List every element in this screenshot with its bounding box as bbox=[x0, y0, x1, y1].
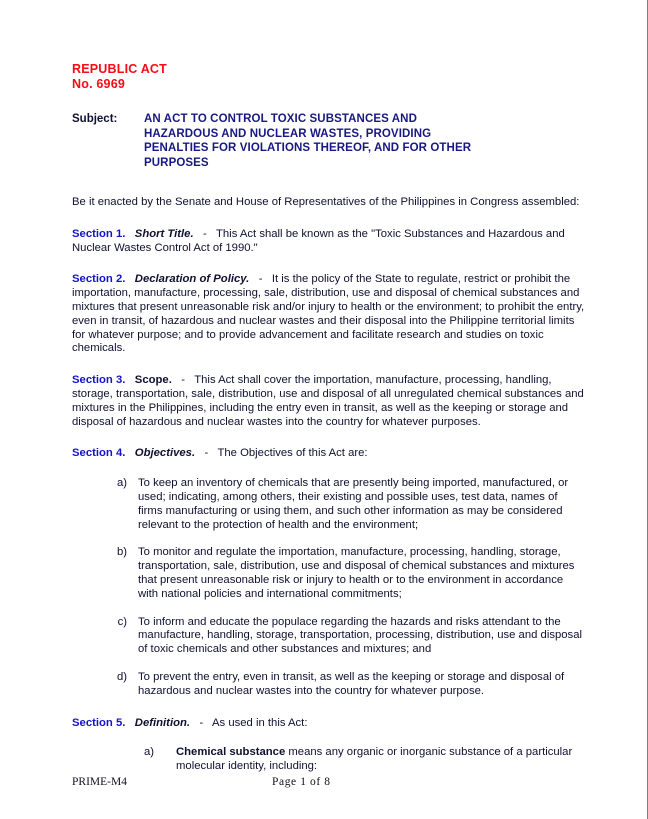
section-5-dash: - bbox=[199, 716, 204, 729]
section-4-title: Objectives. bbox=[134, 447, 196, 460]
section-2-body: It is the policy of the State to regulate, restrict or prohibit the importation, manufacture, processing, sale, distribution, use and disposal of chemical substances and mixtures that present unreasonable risk and/or injury to health or the environment; to prohibit the entry, even in transit, of hazardous and nuclear wastes and their disposal into the Philippine territorial limits for whatever purpose; and to provide advancement and facilitate research and studies on toxic chemicals. bbox=[72, 273, 585, 355]
subject-line-3: PENALTIES FOR VIOLATIONS THEREOF, AND FOR OTHER bbox=[144, 142, 472, 154]
subject-line-4: PURPOSES bbox=[144, 156, 209, 169]
subject-label: Subject: bbox=[72, 113, 118, 125]
footer-document-code: PRIME-M4 bbox=[72, 776, 127, 788]
section-2-title: Declaration of Policy. bbox=[134, 273, 250, 286]
section-2 bbox=[72, 273, 587, 356]
subject-line-2: HAZARDOUS AND NUCLEAR WASTES, PROVIDING bbox=[144, 127, 432, 140]
definition-body: means any organic or inorganic substance of a particular molecular identity, including: bbox=[176, 746, 573, 773]
section-1-dash: - bbox=[203, 227, 207, 240]
list-text-d: To prevent the entry, even in transit, as well as the keeping or storage and disposal of hazardous and nuclear wastes into the country for whatever purpose. bbox=[138, 670, 565, 697]
definition-term: Chemical substance bbox=[176, 746, 286, 759]
section-4-body: The Objectives of this Act are: bbox=[217, 447, 368, 460]
subject-line-1: AN ACT TO CONTROL TOXIC SUBSTANCES AND bbox=[144, 113, 417, 125]
list-text-b: To monitor and regulate the importation, manufacture, processing, handling, storage, transportation, sale, distribution, use and disposal of chemical substances and mixtures that present unreasonable risk or injury to health or to the environment in accordance with national policies and international commitments; bbox=[138, 546, 575, 600]
list-item bbox=[109, 546, 587, 601]
list-marker-d: d) bbox=[116, 670, 127, 683]
definition-text-a bbox=[176, 746, 587, 774]
definition-marker-a: a) bbox=[143, 746, 154, 759]
definition-list bbox=[72, 746, 587, 774]
section-5-body: As used in this Act: bbox=[212, 716, 308, 729]
subject-block bbox=[72, 112, 587, 170]
act-header bbox=[72, 62, 587, 92]
footer-page-number: Page 1 of 8 bbox=[272, 776, 331, 788]
list-item bbox=[138, 746, 587, 774]
list-item bbox=[109, 616, 587, 657]
list-marker-a: a) bbox=[116, 477, 127, 490]
section-5-number: Section 5. bbox=[72, 716, 126, 729]
list-item bbox=[109, 671, 587, 699]
section-3 bbox=[72, 374, 587, 429]
list-marker-c: c) bbox=[117, 615, 127, 628]
section-4-number: Section 4. bbox=[72, 447, 126, 460]
document-content bbox=[72, 62, 587, 774]
act-header-line-2: No. 6969 bbox=[72, 77, 126, 91]
section-1-body: This Act shall be known as the "Toxic Substances and Hazardous and Nuclear Wastes Control Act of 1990." bbox=[72, 227, 565, 254]
objectives-list bbox=[72, 477, 587, 698]
section-3-number: Section 3. bbox=[72, 374, 126, 387]
section-3-title: Scope. bbox=[134, 374, 172, 387]
section-2-dash: - bbox=[258, 273, 263, 286]
page-footer bbox=[72, 776, 572, 788]
enacting-clause: Be it enacted by the Senate and House of Representatives of the Philippines in Congress assembled: bbox=[72, 196, 580, 208]
section-5 bbox=[72, 717, 587, 731]
subject-title bbox=[144, 112, 587, 170]
list-item bbox=[109, 477, 587, 532]
act-header-line-1: REPUBLIC ACT bbox=[72, 62, 167, 76]
list-marker-b: b) bbox=[116, 546, 127, 559]
section-1 bbox=[72, 228, 587, 256]
section-5-title: Definition. bbox=[134, 716, 191, 729]
section-1-number: Section 1. bbox=[72, 227, 126, 240]
section-2-number: Section 2. bbox=[72, 273, 126, 286]
section-3-body: This Act shall cover the importation, manufacture, processing, handling, storage, transportation, sale, distribution, use and disposal of all unregulated chemical substances and mixtures in the Philippines, including the entry even in transit, as well as the keeping or storage and disposal of hazardous and nuclear wastes into the country for whatever purposes. bbox=[72, 374, 584, 428]
section-3-dash: - bbox=[181, 374, 186, 387]
list-text-c: To inform and educate the populace regarding the hazards and risks attendant to the manufacture, handling, storage, transportation, processing, distribution, use and disposal of toxic chemicals and other substances and mixtures; and bbox=[138, 615, 582, 656]
section-4-dash: - bbox=[204, 447, 209, 460]
section-1-title: Short Title. bbox=[134, 227, 194, 240]
list-text-a: To keep an inventory of chemicals that are presently being imported, manufactured, or used; indicating, among others, their existing and possible uses, test data, names of firms manufacturing or using them, and such other information as may be considered relevant to the protection of health and the environment; bbox=[138, 477, 569, 531]
section-4 bbox=[72, 447, 587, 461]
